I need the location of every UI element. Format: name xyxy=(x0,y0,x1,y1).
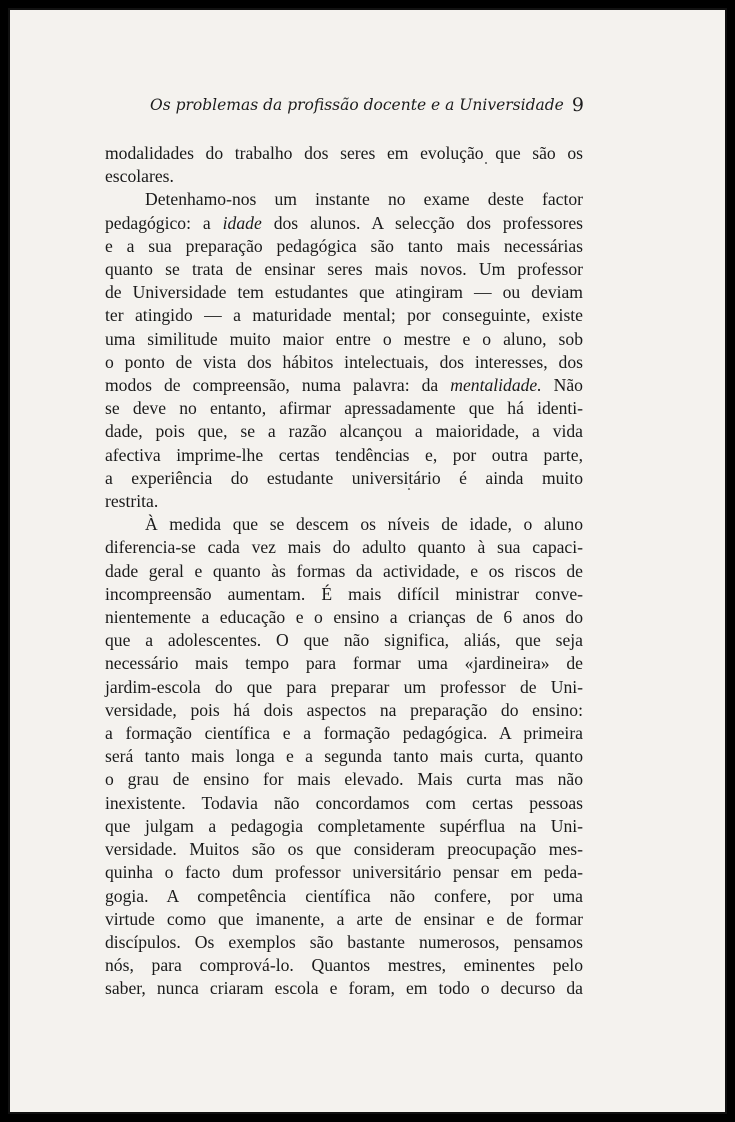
text-line: Detenhamo-nos um instante no exame deste factor xyxy=(145,189,583,210)
text-line: o ponto de vista dos hábitos intelectuais, dos interesses, dos xyxy=(105,351,583,372)
text-line: o grau de ensino for mais elevado. Mais curta mas não xyxy=(105,769,583,790)
text-line: dade, pois que, se a razão alcançou a maioridade, a vida xyxy=(105,421,583,442)
text-line: quanto se trata de ensinar seres mais novos. Um professor xyxy=(105,259,583,280)
text-line: saber, nunca criaram escola e foram, em todo o decurso da xyxy=(105,978,583,999)
emphasis-idade: idade xyxy=(222,212,262,233)
text-line: nós, para comprová-lo. Quantos mestres, eminentes pelo xyxy=(105,955,583,976)
text-line: jardim-escola do que para preparar um professor de Uni- xyxy=(105,676,583,697)
text-line xyxy=(105,374,583,397)
text-run: modos de compreensão, numa palavra: da xyxy=(105,375,439,396)
text-line: discípulos. Os exemplos são bastante numerosos, pensamos xyxy=(105,931,583,952)
text-line: versidade, pois há dois aspectos na preparação do ensino: xyxy=(105,699,583,720)
text-line: a experiência do estudante universitário é ainda muito xyxy=(105,467,583,488)
text-line: afectiva imprime-lhe certas tendências e, por outra parte, xyxy=(105,444,583,465)
text-line: modalidades do trabalho dos seres em evolução que são os xyxy=(105,143,583,163)
text-line: de Universidade tem estudantes que atingiram — ou deviam xyxy=(105,282,583,303)
text-line: será tanto mais longa e a segunda tanto mais curta, quanto xyxy=(105,746,583,767)
text-line: dade geral e quanto às formas da actividade, e os riscos de xyxy=(105,560,583,581)
text-line xyxy=(105,212,583,235)
text-line: virtude como que imanente, a arte de ensinar e de formar xyxy=(105,908,583,929)
text-line: gogia. A competência científica não confere, por uma xyxy=(105,885,583,906)
text-line: diferencia-se cada vez mais do adulto quanto à sua capaci- xyxy=(105,537,583,558)
text-line: que a adolescentes. O que não significa, aliás, que seja xyxy=(105,630,583,651)
text-line: se deve no entanto, afirmar apressadamente que há identi- xyxy=(105,398,583,419)
text-line: escolares. xyxy=(105,166,174,187)
text-line: necessário mais tempo para formar uma «jardineira» de xyxy=(105,653,583,674)
text-line: que julgam a pedagogia completamente supérflua na Uni- xyxy=(105,815,583,836)
text-line: ter atingido — a maturidade mental; por conseguinte, existe xyxy=(105,305,583,326)
text-line: versidade. Muitos são os que consideram preocupação mes- xyxy=(105,839,583,860)
body-text xyxy=(105,142,583,1001)
text-run: Não xyxy=(553,375,583,396)
emphasis-mentalidade: mentalidade. xyxy=(450,375,542,396)
text-line: nientemente a educação e o ensino a crianças de 6 anos do xyxy=(105,607,583,628)
text-line: À medida que se descem os níveis de idade, o aluno xyxy=(145,514,583,535)
text-line: a formação científica e a formação pedagógica. A primeira xyxy=(105,723,583,744)
text-line: quinha o facto dum professor universitário pensar em peda- xyxy=(105,862,583,883)
text-line: uma similitude muito maior entre o mestre e o aluno, sob xyxy=(105,328,583,349)
page-number: 9 xyxy=(571,94,584,116)
text-line: incompreensão aumentam. É mais difícil ministrar conve- xyxy=(105,583,583,604)
book-page xyxy=(8,8,727,1114)
text-line: e a sua preparação pedagógica são tanto mais necessárias xyxy=(105,235,583,256)
text-run: dos alunos. A selecção dos professores xyxy=(273,212,584,233)
text-run: pedagógico: a xyxy=(105,212,211,233)
text-line: restrita. xyxy=(105,491,159,512)
running-title: Os problemas da profissão docente e a Universidade xyxy=(150,96,564,114)
text-line: inexistente. Todavia não concordamos com certas pessoas xyxy=(105,792,583,813)
